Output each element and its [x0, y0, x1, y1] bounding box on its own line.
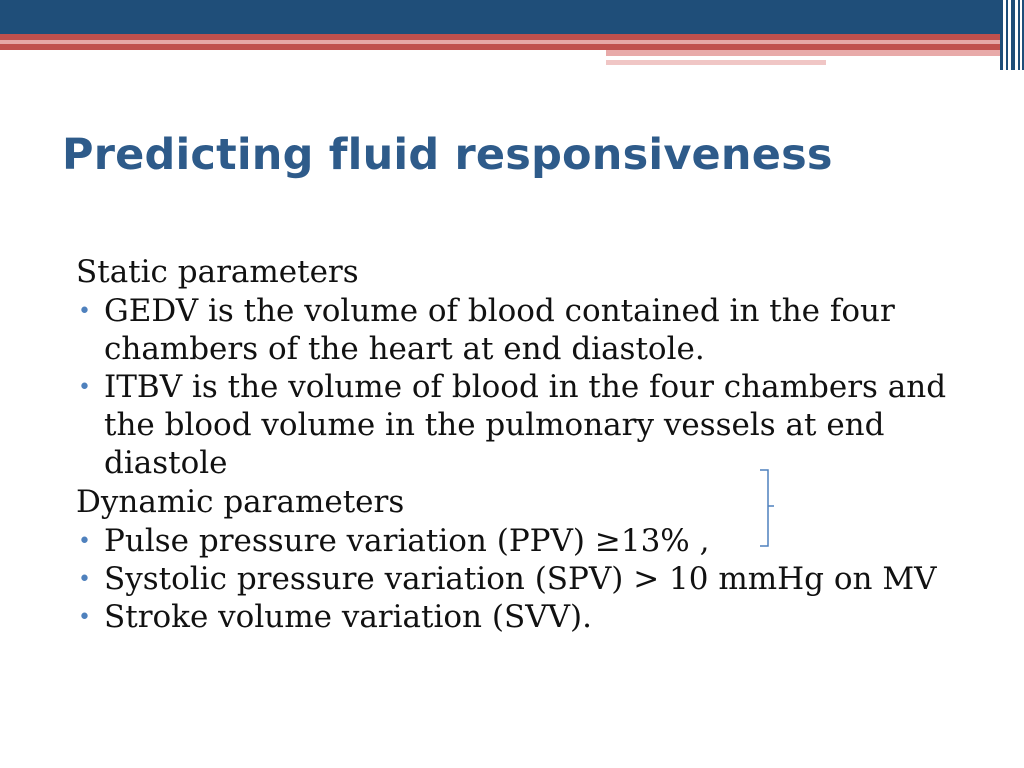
header-white-line	[830, 56, 948, 59]
bullet-text: GEDV is the volume of blood contained in the four chambers of the heart at end diastole.	[104, 293, 895, 367]
bullet-text: Systolic pressure variation (SPV) > 10 mmHg on MV	[104, 561, 937, 597]
slide-body	[76, 252, 976, 636]
bullet-item-svv	[76, 598, 976, 636]
bullet-item-gedv	[76, 292, 976, 368]
bullet-text: Pulse pressure variation (PPV) ≥13% ,	[104, 523, 710, 559]
bullet-dot-icon: •	[78, 299, 91, 324]
bullet-text: ITBV is the volume of blood in the four chambers and the blood volume in the pulmonary vessels at end diastole	[104, 369, 947, 481]
bullet-dot-icon: •	[78, 605, 91, 630]
right-bracket-icon	[758, 468, 774, 548]
bullet-dot-icon: •	[78, 375, 91, 400]
bullet-item-spv	[76, 560, 976, 598]
section-heading-dynamic: Dynamic parameters	[76, 484, 405, 520]
header-blue-bar	[0, 0, 1000, 34]
bullet-text: Stroke volume variation (SVV).	[104, 599, 592, 635]
slide-title: Predicting fluid responsiveness	[62, 130, 833, 180]
header-pink-bar-short	[606, 60, 826, 65]
bullet-dot-icon: •	[78, 529, 91, 554]
header-pink-line	[0, 40, 1000, 44]
bullet-item-itbv	[76, 368, 976, 482]
header-stripes	[1000, 0, 1024, 70]
bullet-item-ppv	[76, 522, 976, 560]
section-heading-static: Static parameters	[76, 254, 359, 290]
bullet-dot-icon: •	[78, 567, 91, 592]
